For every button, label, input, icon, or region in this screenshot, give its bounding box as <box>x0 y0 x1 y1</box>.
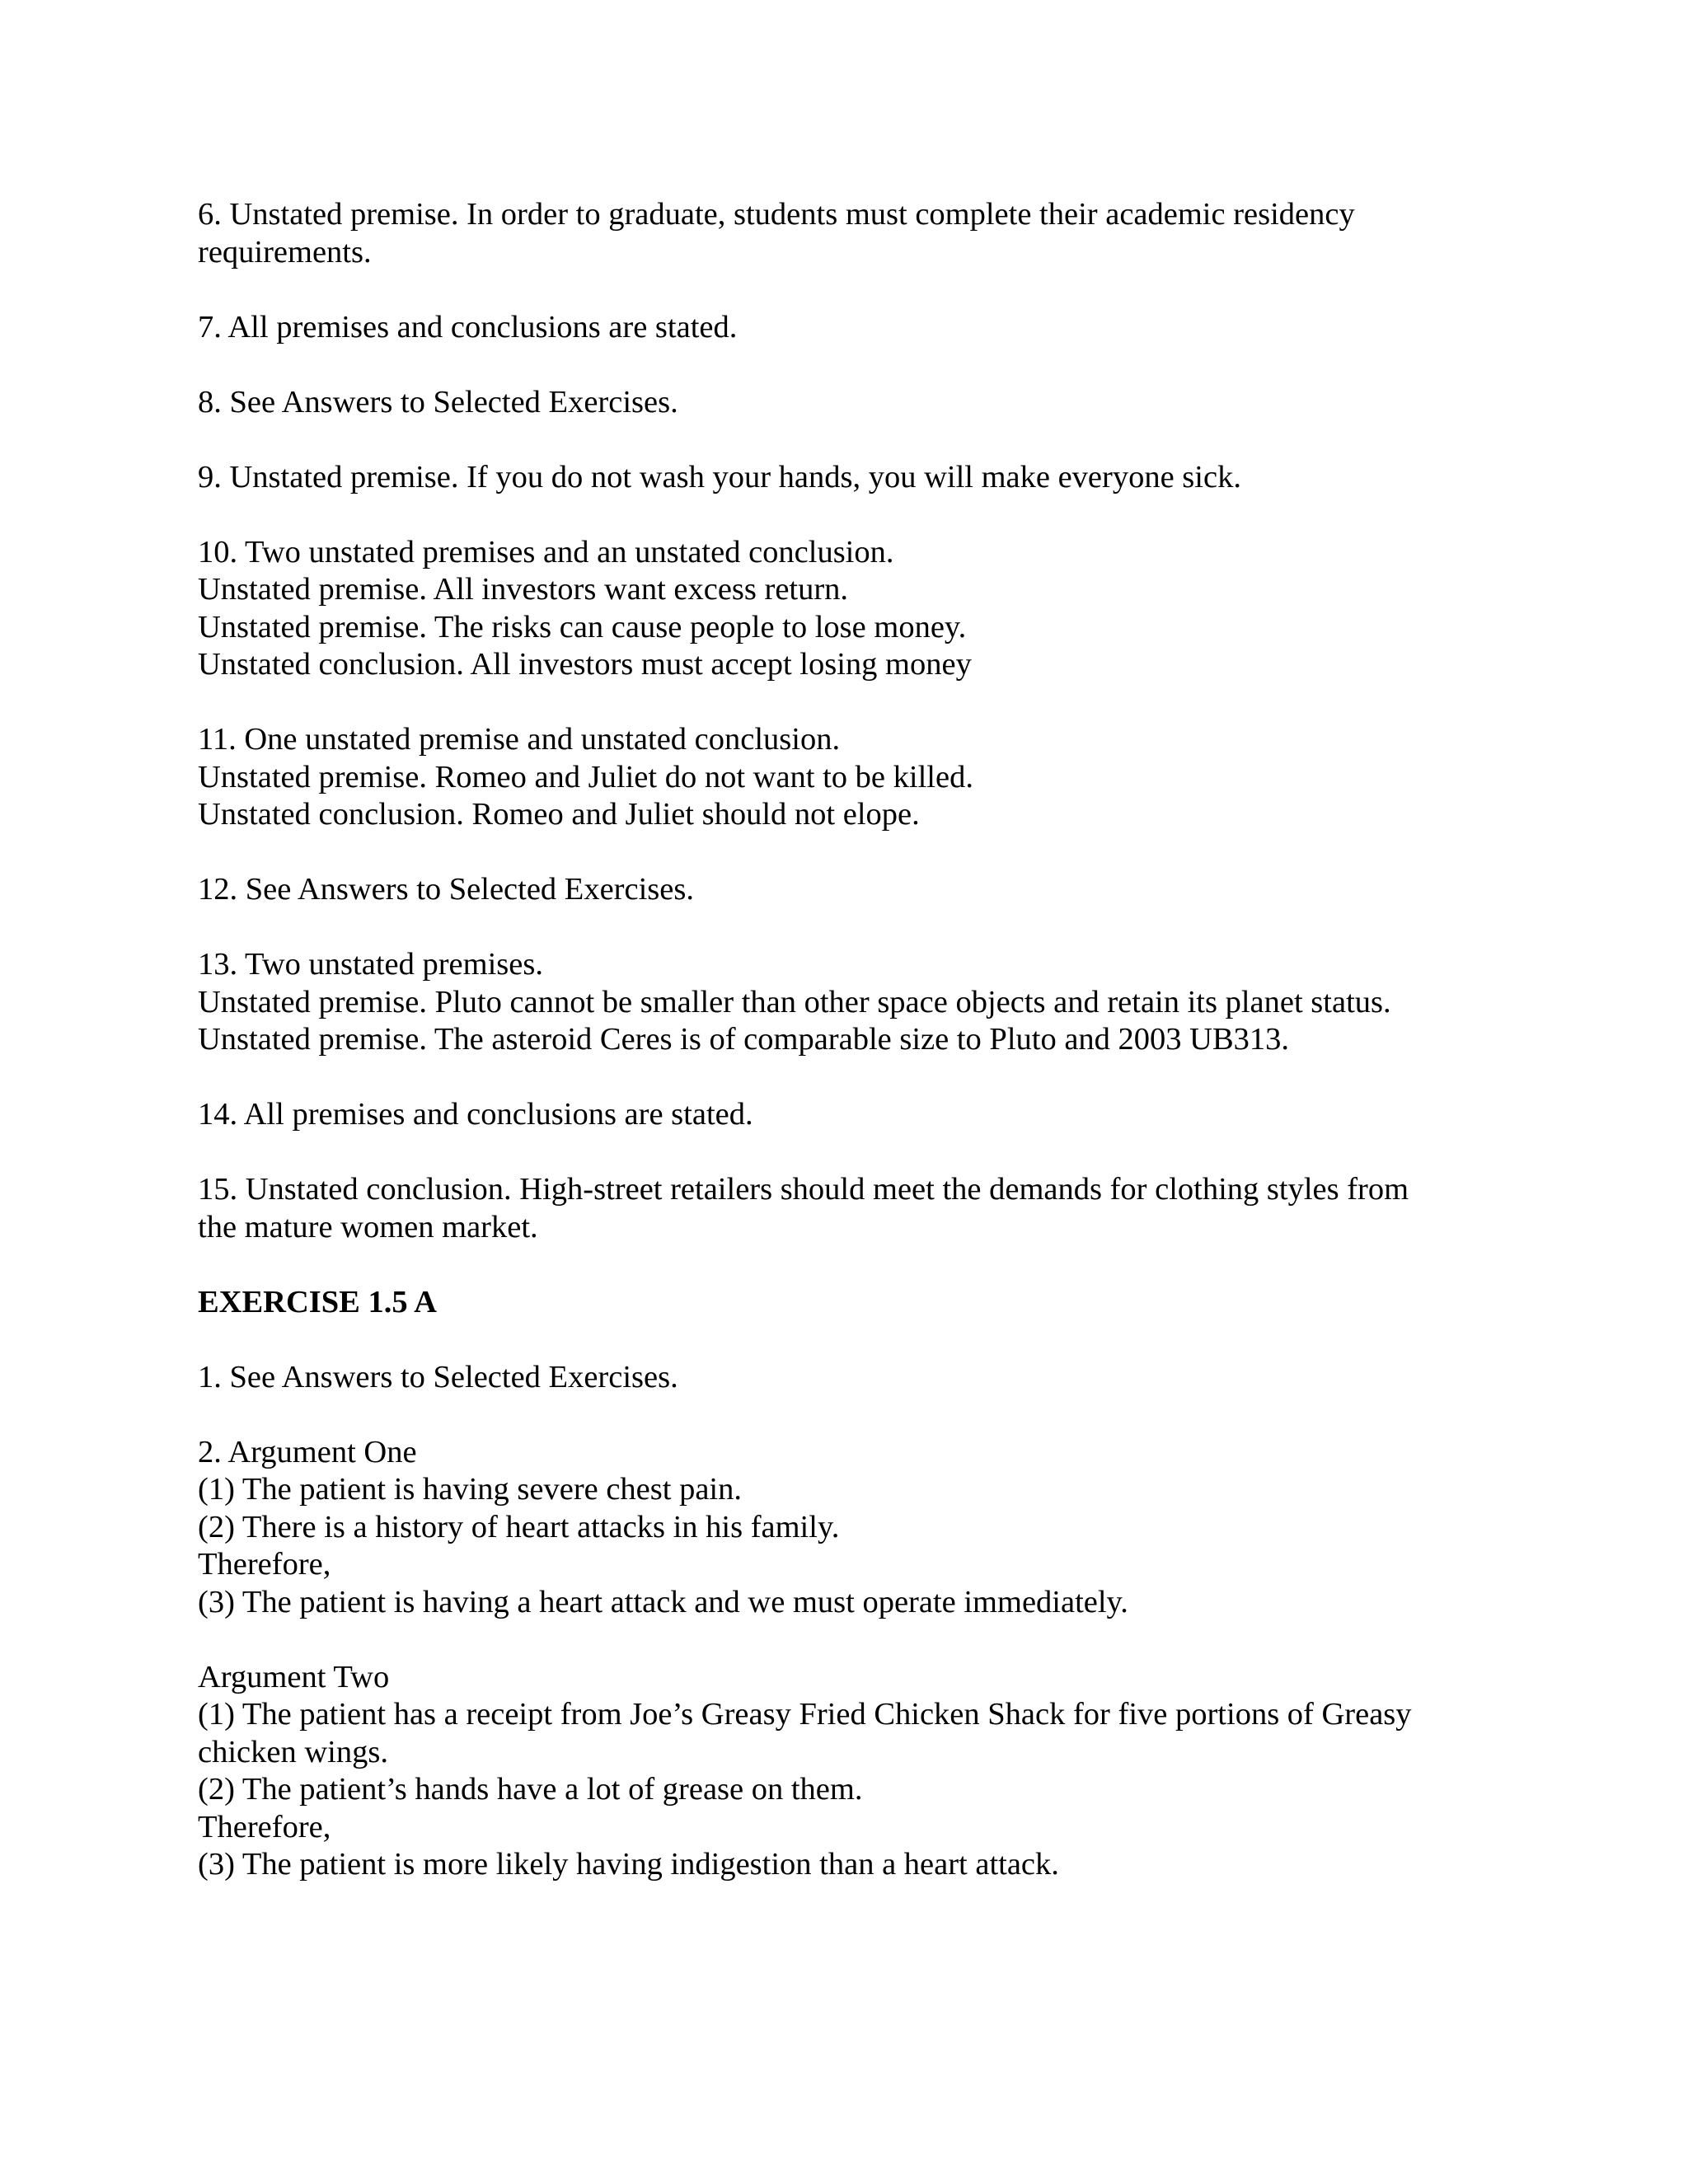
paragraph <box>198 384 1492 422</box>
text-line: Unstated premise. The risks can cause people to lose money. <box>198 609 967 644</box>
text-line: Therefore, <box>198 1547 331 1582</box>
text-line: (1) The patient is having severe chest pain. <box>198 1472 742 1507</box>
page-body <box>198 196 1492 1921</box>
text-line: 1. See Answers to Selected Exercises. <box>198 1359 678 1394</box>
paragraph <box>198 721 1492 834</box>
text-line: chicken wings. <box>198 1734 388 1769</box>
paragraph <box>198 1359 1492 1397</box>
text-line: Therefore, <box>198 1809 331 1844</box>
paragraph <box>198 946 1492 1059</box>
text-line: 10. Two unstated premises and an unstated conclusion. <box>198 534 894 569</box>
text-line: (3) The patient is more likely having indigestion than a heart attack. <box>198 1847 1059 1882</box>
text-line: 12. See Answers to Selected Exercises. <box>198 872 694 907</box>
text-line: Unstated premise. All investors want excess return. <box>198 572 849 607</box>
text-line: Unstated premise. Pluto cannot be smaller than other space objects and retain its planet status. <box>198 984 1391 1019</box>
text-line: 6. Unstated premise. In order to graduate, students must complete their academic residency <box>198 197 1355 232</box>
paragraph <box>198 309 1492 347</box>
text-line: Unstated conclusion. Romeo and Juliet should not elope. <box>198 797 920 832</box>
text-line: 2. Argument One <box>198 1434 417 1469</box>
paragraph <box>198 459 1492 497</box>
text-line: 11. One unstated premise and unstated conclusion. <box>198 722 841 757</box>
heading-text: EXERCISE 1.5 A <box>198 1284 437 1319</box>
text-line: 9. Unstated premise. If you do not wash your hands, you will make everyone sick. <box>198 459 1241 494</box>
paragraph <box>198 1434 1492 1622</box>
paragraph <box>198 1659 1492 1884</box>
text-line: 13. Two unstated premises. <box>198 947 543 982</box>
section-heading <box>198 1284 1492 1322</box>
paragraph <box>198 1096 1492 1134</box>
text-line: Unstated conclusion. All investors must accept losing money <box>198 647 972 682</box>
text-line: Argument Two <box>198 1659 390 1694</box>
text-line: (3) The patient is having a heart attack and we must operate immediately. <box>198 1584 1128 1619</box>
text-line: Unstated premise. The asteroid Ceres is of comparable size to Pluto and 2003 UB313. <box>198 1022 1290 1057</box>
text-line: requirements. <box>198 234 372 269</box>
text-line: (2) There is a history of heart attacks in his family. <box>198 1509 840 1544</box>
text-line: the mature women market. <box>198 1209 538 1244</box>
paragraph <box>198 1171 1492 1246</box>
text-line: 14. All premises and conclusions are stated. <box>198 1097 753 1132</box>
text-line: 7. All premises and conclusions are stated. <box>198 309 738 344</box>
text-line: 15. Unstated conclusion. High-street retailers should meet the demands for clothing styles from <box>198 1172 1409 1207</box>
paragraph <box>198 534 1492 684</box>
text-line: (1) The patient has a receipt from Joe’s Greasy Fried Chicken Shack for five portions of Greasy <box>198 1697 1412 1732</box>
text-line: (2) The patient’s hands have a lot of grease on them. <box>198 1772 863 1807</box>
text-line: 8. See Answers to Selected Exercises. <box>198 384 678 419</box>
paragraph <box>198 196 1492 271</box>
text-line: Unstated premise. Romeo and Juliet do not want to be killed. <box>198 759 973 794</box>
paragraph <box>198 871 1492 909</box>
